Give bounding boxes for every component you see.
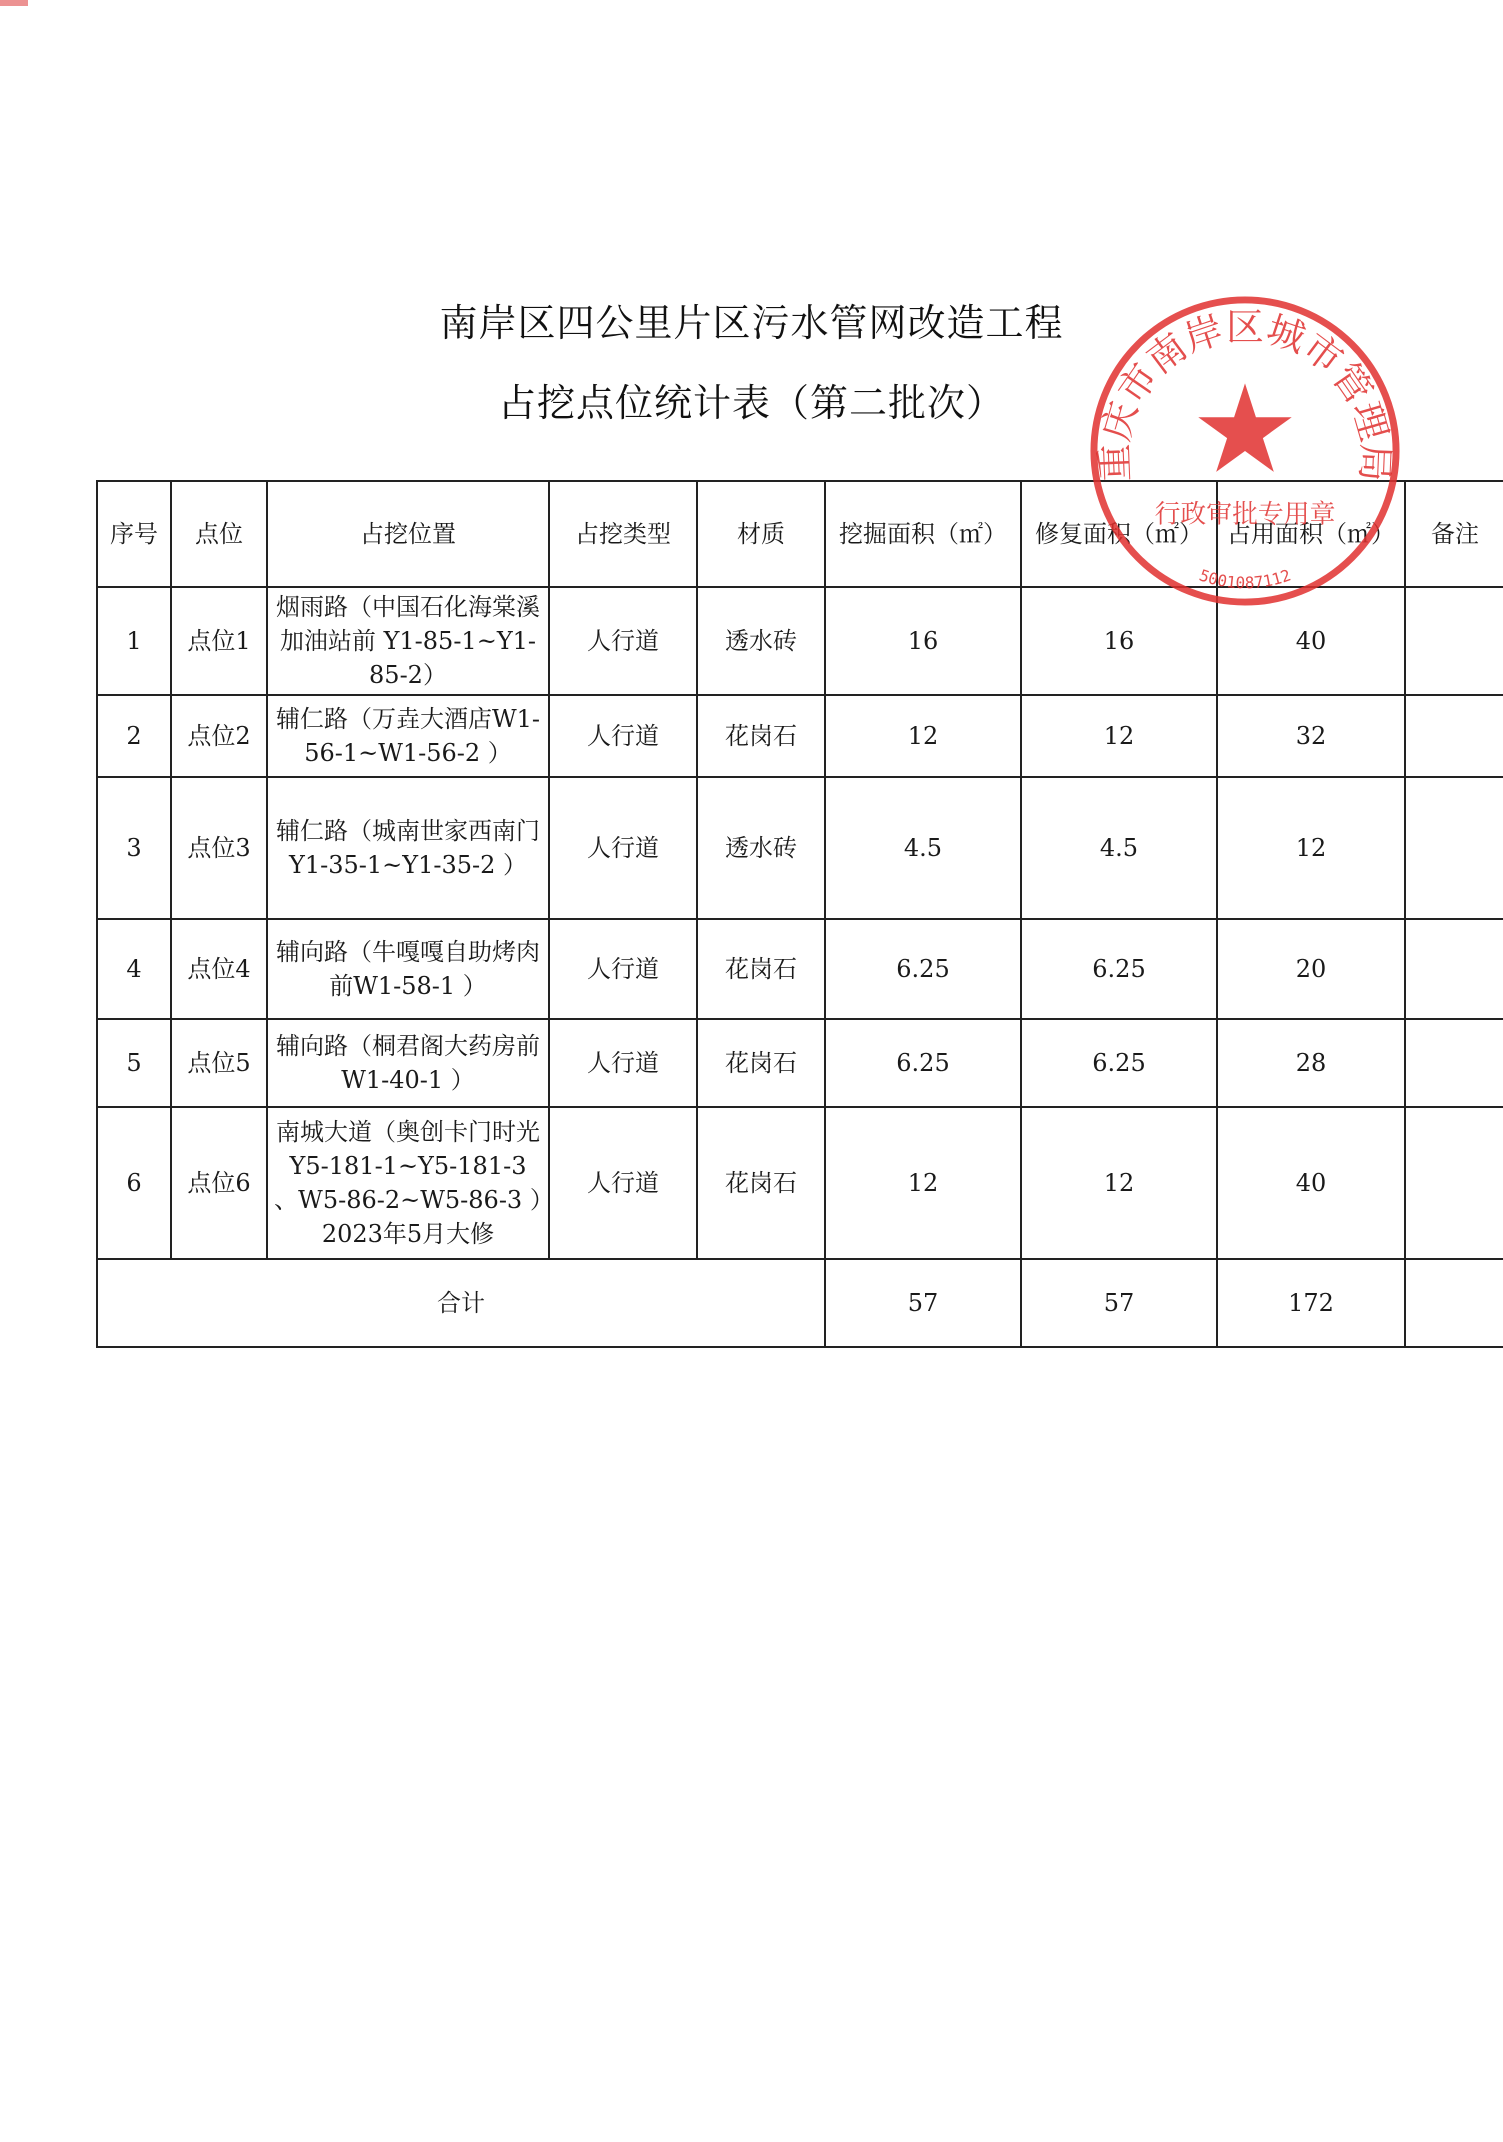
material-cell: 花岗石 — [697, 1107, 825, 1259]
material-cell: 透水砖 — [697, 777, 825, 919]
occupy-area-cell: 20 — [1217, 919, 1405, 1019]
table-row — [97, 695, 1503, 777]
row-number: 3 — [97, 777, 171, 919]
row-number: 2 — [97, 695, 171, 777]
header-cell: 材质 — [697, 481, 825, 587]
table-row — [97, 777, 1503, 919]
header-cell: 修复面积（㎡） — [1021, 481, 1217, 587]
location-cell: 辅向路（牛嘎嘎自助烤肉前W1-58-1 ） — [267, 919, 549, 1019]
type-cell: 人行道 — [549, 919, 697, 1019]
row-number: 6 — [97, 1107, 171, 1259]
table-header-row — [97, 481, 1503, 587]
total-repair-area: 57 — [1021, 1259, 1217, 1347]
header-cell: 备注 — [1405, 481, 1503, 587]
total-dig-area: 57 — [825, 1259, 1021, 1347]
repair-area-cell: 12 — [1021, 1107, 1217, 1259]
type-cell: 人行道 — [549, 777, 697, 919]
note-cell — [1405, 1019, 1503, 1107]
header-cell: 序号 — [97, 481, 171, 587]
dig-area-cell: 6.25 — [825, 1019, 1021, 1107]
note-cell — [1405, 1107, 1503, 1259]
seal-subtext: 行政审批专用章 — [1154, 499, 1336, 530]
document-subtitle: 占挖点位统计表（第二批次） — [497, 381, 1005, 425]
statistics-table — [96, 480, 1503, 1348]
location-cell: 辅向路（桐君阁大药房前W1-40-1 ） — [267, 1019, 549, 1107]
point-cell: 点位2 — [171, 695, 267, 777]
occupy-area-cell: 32 — [1217, 695, 1405, 777]
occupy-area-cell: 12 — [1217, 777, 1405, 919]
repair-area-cell: 16 — [1021, 587, 1217, 695]
point-cell: 点位4 — [171, 919, 267, 1019]
point-cell: 点位6 — [171, 1107, 267, 1259]
dig-area-cell: 12 — [825, 1107, 1021, 1259]
header-cell: 点位 — [171, 481, 267, 587]
dig-area-cell: 4.5 — [825, 777, 1021, 919]
repair-area-cell: 12 — [1021, 695, 1217, 777]
point-cell: 点位3 — [171, 777, 267, 919]
total-label: 合计 — [97, 1259, 825, 1347]
location-cell: 辅仁路（城南世家西南门Y1-35-1~Y1-35-2 ） — [267, 777, 549, 919]
note-cell — [1405, 919, 1503, 1019]
header-cell: 占用面积（㎡） — [1217, 481, 1405, 587]
table-row — [97, 1019, 1503, 1107]
repair-area-cell: 6.25 — [1021, 1019, 1217, 1107]
table-row — [97, 587, 1503, 695]
occupy-area-cell: 28 — [1217, 1019, 1405, 1107]
location-cell: 烟雨路（中国石化海棠溪加油站前 Y1-85-1~Y1-85-2） — [267, 587, 549, 695]
dig-area-cell: 16 — [825, 587, 1021, 695]
material-cell: 花岗石 — [697, 919, 825, 1019]
material-cell: 透水砖 — [697, 587, 825, 695]
occupy-area-cell: 40 — [1217, 587, 1405, 695]
seal-code: 5001087112 — [1196, 565, 1294, 593]
location-cell: 南城大道（奥创卡门时光Y5-181-1~Y5-181-3 、W5-86-2~W5-86-3 ）2023年5月大修 — [267, 1107, 549, 1259]
occupy-area-cell: 40 — [1217, 1107, 1405, 1259]
table-row — [97, 1107, 1503, 1259]
material-cell: 花岗石 — [697, 1019, 825, 1107]
point-cell: 点位1 — [171, 587, 267, 695]
row-number: 1 — [97, 587, 171, 695]
header-cell: 占挖类型 — [549, 481, 697, 587]
table-row — [97, 919, 1503, 1019]
row-number: 4 — [97, 919, 171, 1019]
total-note-cell — [1405, 1259, 1503, 1347]
header-cell: 挖掘面积（㎡） — [825, 481, 1021, 587]
repair-area-cell: 4.5 — [1021, 777, 1217, 919]
note-cell — [1405, 587, 1503, 695]
note-cell — [1405, 695, 1503, 777]
type-cell: 人行道 — [549, 587, 697, 695]
corner-mark — [0, 0, 28, 6]
row-number: 5 — [97, 1019, 171, 1107]
type-cell: 人行道 — [549, 695, 697, 777]
seal-text: 重庆市南岸区城市管理局 — [1092, 305, 1398, 483]
location-cell: 辅仁路（万垚大酒店W1-56-1~W1-56-2 ） — [267, 695, 549, 777]
note-cell — [1405, 777, 1503, 919]
type-cell: 人行道 — [549, 1019, 697, 1107]
material-cell: 花岗石 — [697, 695, 825, 777]
type-cell: 人行道 — [549, 1107, 697, 1259]
header-cell: 占挖位置 — [267, 481, 549, 587]
document-title: 南岸区四公里片区污水管网改造工程 — [439, 301, 1064, 345]
total-row — [97, 1259, 1503, 1347]
repair-area-cell: 6.25 — [1021, 919, 1217, 1019]
point-cell: 点位5 — [171, 1019, 267, 1107]
dig-area-cell: 12 — [825, 695, 1021, 777]
dig-area-cell: 6.25 — [825, 919, 1021, 1019]
total-occupy-area: 172 — [1217, 1259, 1405, 1347]
